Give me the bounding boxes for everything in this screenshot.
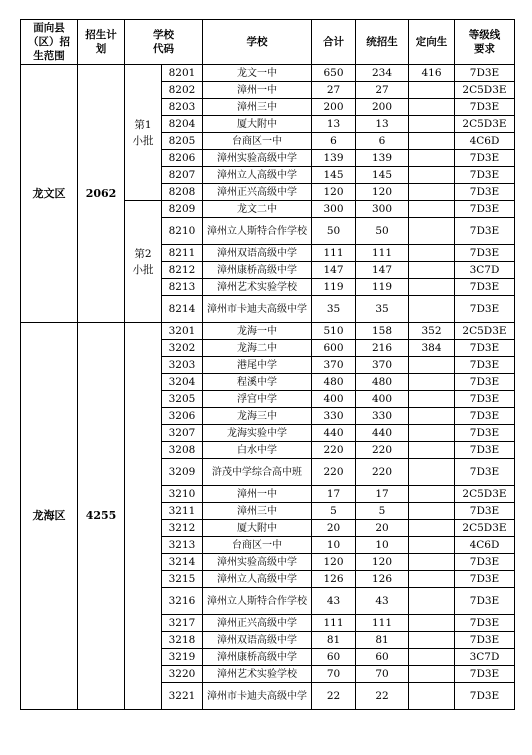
grade-requirement: 7D3E [455,391,515,408]
school-code: 3207 [162,425,203,442]
unified-count: 111 [356,615,409,632]
directed-count [409,245,455,262]
grade-requirement: 2C5D3E [455,520,515,537]
school-name: 漳州立人高级中学 [203,571,312,588]
total-count: 220 [312,459,356,486]
unified-count: 480 [356,374,409,391]
total-count: 17 [312,486,356,503]
batch-label: 第2小批 [125,201,162,323]
school-name: 白水中学 [203,442,312,459]
grade-requirement: 7D3E [455,425,515,442]
school-name: 漳州康桥高级中学 [203,649,312,666]
school-code: 8205 [162,133,203,150]
total-count: 22 [312,683,356,710]
school-name: 漳州实验高级中学 [203,150,312,167]
grade-requirement: 2C5D3E [455,116,515,133]
batch-label: 第1小批 [125,65,162,201]
quota-number: 4255 [78,323,125,710]
grade-requirement: 7D3E [455,167,515,184]
table-row [21,65,515,82]
directed-count [409,99,455,116]
grade-requirement: 4C6D [455,537,515,554]
school-name: 厦大附中 [203,520,312,537]
directed-count [409,391,455,408]
school-name: 漳州立人斯特合作学校 [203,588,312,615]
school-code: 8209 [162,201,203,218]
grade-requirement: 7D3E [455,571,515,588]
school-code: 3206 [162,408,203,425]
school-name: 厦大附中 [203,116,312,133]
school-code: 8202 [162,82,203,99]
grade-requirement: 7D3E [455,588,515,615]
total-count: 120 [312,554,356,571]
directed-count [409,554,455,571]
school-code: 3219 [162,649,203,666]
unified-count: 6 [356,133,409,150]
directed-count [409,357,455,374]
unified-count: 330 [356,408,409,425]
unified-count: 35 [356,296,409,323]
total-count: 60 [312,649,356,666]
school-code: 8201 [162,65,203,82]
total-count: 13 [312,116,356,133]
school-code: 3221 [162,683,203,710]
grade-requirement: 7D3E [455,442,515,459]
unified-count: 17 [356,486,409,503]
total-count: 330 [312,408,356,425]
unified-count: 43 [356,588,409,615]
grade-requirement: 2C5D3E [455,486,515,503]
school-code: 3203 [162,357,203,374]
header-total: 合计 [312,20,356,65]
unified-count: 370 [356,357,409,374]
school-name: 漳州三中 [203,503,312,520]
school-code: 8213 [162,279,203,296]
directed-count [409,408,455,425]
header-quota: 招生计划 [78,20,125,65]
school-code: 3217 [162,615,203,632]
school-code: 8210 [162,218,203,245]
school-name: 浒茂中学综合高中班 [203,459,312,486]
unified-count: 220 [356,442,409,459]
school-name: 漳州市卡迪夫高级中学 [203,683,312,710]
header-school: 学校 [203,20,312,65]
unified-count: 147 [356,262,409,279]
header-row [21,20,515,65]
header-directed: 定向生 [409,20,455,65]
unified-count: 10 [356,537,409,554]
directed-count [409,649,455,666]
directed-count [409,683,455,710]
school-code: 3220 [162,666,203,683]
school-code: 3213 [162,537,203,554]
grade-requirement: 7D3E [455,615,515,632]
school-name: 漳州一中 [203,486,312,503]
unified-count: 400 [356,391,409,408]
total-count: 111 [312,245,356,262]
school-code: 3208 [162,442,203,459]
directed-count [409,486,455,503]
directed-count [409,520,455,537]
grade-requirement: 7D3E [455,503,515,520]
grade-requirement: 7D3E [455,340,515,357]
school-name: 漳州一中 [203,82,312,99]
directed-count [409,503,455,520]
directed-count: 352 [409,323,455,340]
directed-count [409,459,455,486]
total-count: 119 [312,279,356,296]
school-name: 漳州市卡迪夫高级中学 [203,296,312,323]
directed-count [409,116,455,133]
directed-count [409,537,455,554]
grade-requirement: 7D3E [455,150,515,167]
unified-count: 120 [356,554,409,571]
directed-count [409,425,455,442]
total-count: 120 [312,184,356,201]
total-count: 400 [312,391,356,408]
school-name: 龙海一中 [203,323,312,340]
header-unified: 统招生 [356,20,409,65]
directed-count [409,442,455,459]
unified-count: 139 [356,150,409,167]
table-body [21,65,515,710]
grade-requirement: 3C7D [455,262,515,279]
school-code: 3218 [162,632,203,649]
grade-requirement: 7D3E [455,296,515,323]
header-code: 学校代码 [125,20,203,65]
total-count: 139 [312,150,356,167]
school-name: 漳州康桥高级中学 [203,262,312,279]
school-name: 龙海二中 [203,340,312,357]
unified-count: 216 [356,340,409,357]
unified-count: 145 [356,167,409,184]
unified-count: 20 [356,520,409,537]
school-code: 8207 [162,167,203,184]
total-count: 300 [312,201,356,218]
total-count: 5 [312,503,356,520]
unified-count: 60 [356,649,409,666]
school-name: 龙海实验中学 [203,425,312,442]
total-count: 70 [312,666,356,683]
school-name: 龙文一中 [203,65,312,82]
directed-count [409,632,455,649]
school-code: 3212 [162,520,203,537]
unified-count: 5 [356,503,409,520]
header-region: 面向县（区）招生范围 [21,20,78,65]
unified-count: 119 [356,279,409,296]
directed-count [409,666,455,683]
directed-count: 416 [409,65,455,82]
total-count: 111 [312,615,356,632]
total-count: 43 [312,588,356,615]
total-count: 510 [312,323,356,340]
school-code: 8212 [162,262,203,279]
directed-count [409,615,455,632]
grade-requirement: 3C7D [455,649,515,666]
unified-count: 111 [356,245,409,262]
school-name: 漳州实验高级中学 [203,554,312,571]
unified-count: 440 [356,425,409,442]
unified-count: 200 [356,99,409,116]
directed-count [409,201,455,218]
school-code: 3205 [162,391,203,408]
directed-count [409,82,455,99]
total-count: 600 [312,340,356,357]
grade-requirement: 7D3E [455,459,515,486]
unified-count: 70 [356,666,409,683]
directed-count [409,218,455,245]
school-code: 8211 [162,245,203,262]
school-name: 漳州双语高级中学 [203,245,312,262]
unified-count: 81 [356,632,409,649]
grade-requirement: 7D3E [455,99,515,116]
total-count: 480 [312,374,356,391]
unified-count: 158 [356,323,409,340]
school-name: 漳州双语高级中学 [203,632,312,649]
school-code: 8208 [162,184,203,201]
grade-requirement: 7D3E [455,65,515,82]
school-code: 8204 [162,116,203,133]
school-name: 台商区一中 [203,537,312,554]
unified-count: 234 [356,65,409,82]
school-name: 程溪中学 [203,374,312,391]
unified-count: 27 [356,82,409,99]
grade-requirement: 7D3E [455,408,515,425]
total-count: 81 [312,632,356,649]
school-code: 8203 [162,99,203,116]
total-count: 50 [312,218,356,245]
region-name: 龙海区 [21,323,78,710]
school-name: 漳州正兴高级中学 [203,184,312,201]
unified-count: 13 [356,116,409,133]
total-count: 147 [312,262,356,279]
directed-count [409,296,455,323]
grade-requirement: 4C6D [455,133,515,150]
table-row [21,323,515,340]
school-name: 漳州艺术实验学校 [203,666,312,683]
total-count: 10 [312,537,356,554]
directed-count [409,279,455,296]
total-count: 20 [312,520,356,537]
unified-count: 300 [356,201,409,218]
directed-count [409,588,455,615]
school-name: 漳州三中 [203,99,312,116]
directed-count [409,184,455,201]
directed-count [409,262,455,279]
school-code: 3211 [162,503,203,520]
directed-count [409,133,455,150]
school-name: 漳州立人高级中学 [203,167,312,184]
unified-count: 22 [356,683,409,710]
school-name: 浮宫中学 [203,391,312,408]
school-code: 3216 [162,588,203,615]
total-count: 27 [312,82,356,99]
total-count: 126 [312,571,356,588]
grade-requirement: 2C5D3E [455,82,515,99]
directed-count [409,374,455,391]
total-count: 370 [312,357,356,374]
region-name: 龙文区 [21,65,78,323]
total-count: 6 [312,133,356,150]
school-name: 龙文二中 [203,201,312,218]
grade-requirement: 7D3E [455,218,515,245]
grade-requirement: 7D3E [455,357,515,374]
school-name: 港尾中学 [203,357,312,374]
directed-count [409,167,455,184]
school-code: 3209 [162,459,203,486]
school-name: 漳州立人斯特合作学校 [203,218,312,245]
school-code: 3202 [162,340,203,357]
grade-requirement: 7D3E [455,683,515,710]
school-code: 3204 [162,374,203,391]
school-code: 8214 [162,296,203,323]
total-count: 145 [312,167,356,184]
school-name: 台商区一中 [203,133,312,150]
grade-requirement: 2C5D3E [455,323,515,340]
total-count: 220 [312,442,356,459]
grade-requirement: 7D3E [455,245,515,262]
unified-count: 120 [356,184,409,201]
grade-requirement: 7D3E [455,632,515,649]
unified-count: 50 [356,218,409,245]
quota-number: 2062 [78,65,125,323]
school-name: 漳州艺术实验学校 [203,279,312,296]
grade-requirement: 7D3E [455,201,515,218]
grade-requirement: 7D3E [455,374,515,391]
batch-blank [125,323,162,710]
grade-requirement: 7D3E [455,184,515,201]
unified-count: 126 [356,571,409,588]
school-code: 3210 [162,486,203,503]
unified-count: 220 [356,459,409,486]
school-name: 漳州正兴高级中学 [203,615,312,632]
directed-count [409,150,455,167]
directed-count [409,571,455,588]
total-count: 200 [312,99,356,116]
school-code: 3214 [162,554,203,571]
school-code: 3215 [162,571,203,588]
grade-requirement: 7D3E [455,279,515,296]
school-code: 3201 [162,323,203,340]
total-count: 650 [312,65,356,82]
school-name: 龙海三中 [203,408,312,425]
grade-requirement: 7D3E [455,666,515,683]
school-code: 8206 [162,150,203,167]
enrollment-table [20,19,515,710]
header-grade: 等级线要求 [455,20,515,65]
grade-requirement: 7D3E [455,554,515,571]
total-count: 35 [312,296,356,323]
total-count: 440 [312,425,356,442]
directed-count: 384 [409,340,455,357]
